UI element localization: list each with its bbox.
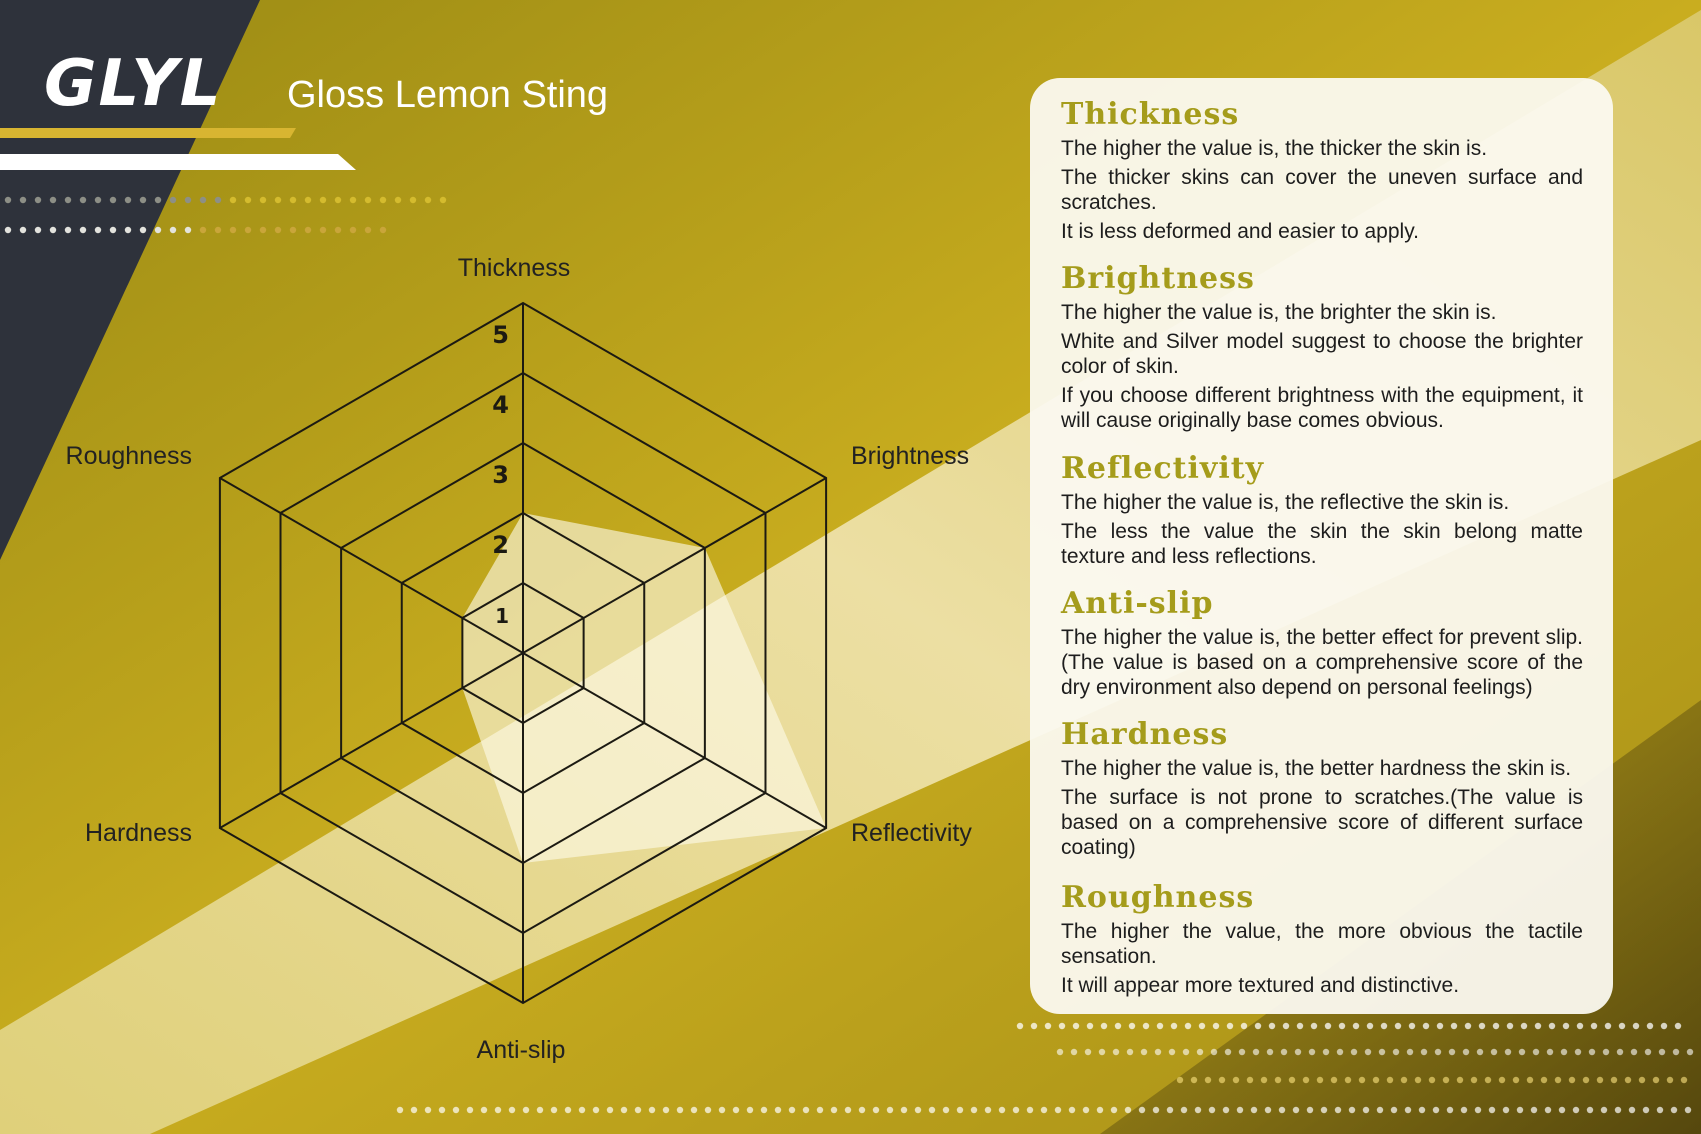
description-title: Hardness — [1061, 717, 1229, 752]
description-line: The higher the value, the more obvious the tactile sensation. — [1061, 920, 1583, 968]
description-line: The surface is not prone to scratches.(The value is based on a comprehensive score of different surface coating) — [1061, 786, 1583, 859]
axis-label-brightness: Brightness — [851, 442, 970, 470]
tick-label-5: 5 — [492, 321, 509, 349]
description-line: The less the value the skin the skin belong matte texture and less reflections. — [1061, 520, 1583, 568]
description-line: The higher the value is, the better effect for prevent slip.(The value is based on a comprehensive score of the dry environment also depend on personal feelings) — [1061, 626, 1583, 699]
description-reflectivity — [1061, 451, 1583, 573]
description-title: Roughness — [1061, 880, 1255, 915]
axis-label-anti-slip: Anti-slip — [476, 1036, 566, 1064]
radar-spoke — [220, 653, 523, 828]
description-line: The higher the value is, the thicker the skin is. — [1061, 137, 1488, 160]
description-line: It will appear more textured and distinctive. — [1061, 974, 1460, 997]
description-title: Reflectivity — [1061, 451, 1265, 486]
description-thickness — [1061, 97, 1583, 248]
description-roughness — [1061, 880, 1583, 1002]
description-anti-slip — [1061, 586, 1583, 704]
axis-label-hardness: Hardness — [85, 819, 192, 847]
tick-label-2: 2 — [492, 531, 509, 559]
description-line: The higher the value is, the reflective the skin is. — [1061, 491, 1510, 514]
tick-label-4: 4 — [492, 391, 509, 419]
description-line: The thicker skins can cover the uneven surface and scratches. — [1061, 166, 1583, 214]
description-brightness — [1061, 261, 1583, 437]
description-line: It is less deformed and easier to apply. — [1061, 220, 1419, 243]
description-line: If you choose different brightness with the equipment, it will cause originally base comes obvious. — [1061, 384, 1583, 432]
description-title: Brightness — [1061, 261, 1255, 296]
tick-label-1: 1 — [495, 604, 509, 628]
axis-label-roughness: Roughness — [65, 442, 192, 470]
axis-label-reflectivity: Reflectivity — [851, 819, 972, 847]
description-line: White and Silver model suggest to choose the brighter color of skin. — [1061, 330, 1583, 378]
axis-label-thickness: Thickness — [457, 254, 571, 282]
description-line: The higher the value is, the brighter the skin is. — [1061, 301, 1497, 324]
brand-logo: GLYL — [44, 47, 223, 121]
radar-spoke — [220, 478, 523, 653]
product-name: Gloss Lemon Sting — [287, 74, 609, 116]
tick-label-3: 3 — [492, 461, 509, 489]
description-title: Anti-slip — [1061, 586, 1214, 621]
description-title: Thickness — [1061, 97, 1240, 132]
description-line: The higher the value is, the better hardness the skin is. — [1061, 757, 1572, 780]
description-hardness — [1061, 717, 1583, 864]
